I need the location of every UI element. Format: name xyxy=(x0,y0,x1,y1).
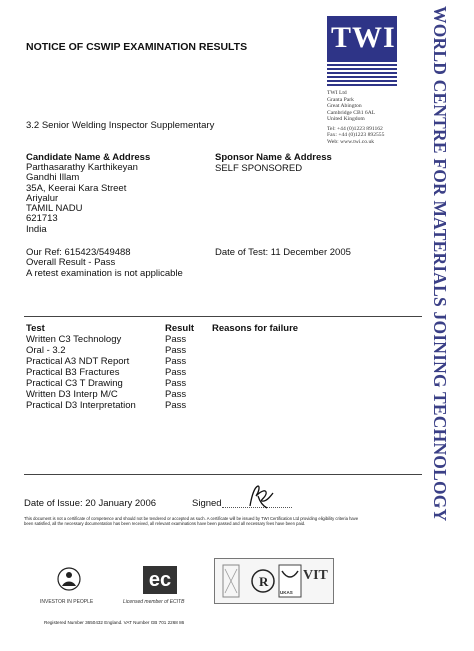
col-header-result: Result xyxy=(165,323,195,334)
address-line: Great Abington xyxy=(327,103,362,109)
candidate-line: India xyxy=(26,223,47,235)
exam-name: 3.2 Senior Welding Inspector Supplementary xyxy=(26,120,215,131)
ukas-label: UKAS xyxy=(280,590,293,595)
sponsor-name: SELF SPONSORED xyxy=(215,163,303,174)
col-header-reasons: Reasons for failure xyxy=(212,323,299,334)
ecitb-label: Licensed member of ECITB xyxy=(123,599,185,605)
twi-address xyxy=(327,90,384,145)
overall-result: Overall Result - Pass xyxy=(26,257,116,268)
address-line: Web: www.twi.co.uk xyxy=(327,138,375,145)
twi-logo xyxy=(327,16,397,60)
test-name: Written D3 Interp M/C xyxy=(26,389,118,400)
test-result: Pass xyxy=(165,367,187,378)
sponsor-heading: Sponsor Name & Address xyxy=(215,152,332,163)
retest-note: A retest examination is not applicable xyxy=(26,268,183,279)
candidate-line: 35A, Keerai Kara Street xyxy=(26,182,127,194)
test-name: Oral - 3.2 xyxy=(26,345,66,356)
svg-text:R: R xyxy=(259,574,269,589)
candidate-heading: Candidate Name & Address xyxy=(26,152,151,163)
signature xyxy=(222,484,297,510)
our-ref: Our Ref: 615423/549488 xyxy=(26,247,131,258)
side-slogan xyxy=(432,0,452,640)
test-result: Pass xyxy=(165,334,187,345)
candidate-line: Parthasarathy Karthikeyan xyxy=(26,162,138,173)
disclaimer-line: This document is not a certificate of competence and should not be tendered or accepted as such. A certificate will be issued by TWI Certification Ltd providing eligibility criteria have xyxy=(24,516,359,521)
address-line: TWI Ltd xyxy=(327,90,347,96)
address-line: United Kingdom xyxy=(327,116,365,122)
divider xyxy=(24,316,422,317)
test-result: Pass xyxy=(165,378,187,389)
address-line: Granta Park xyxy=(327,96,354,103)
candidate-address xyxy=(26,163,138,235)
signed-label: Signed xyxy=(192,498,222,509)
divider xyxy=(24,474,422,475)
candidate-line: 621713 xyxy=(26,213,58,225)
ec-logo-text: ec xyxy=(148,569,172,591)
ec-logo xyxy=(143,566,177,594)
twi-logo-text: TWI xyxy=(331,21,396,54)
twi-logo-stripes xyxy=(327,60,397,86)
iip-label: INVESTOR IN PEOPLE xyxy=(40,599,94,605)
registered-number: Registered Number 3650432 England. VAT Number GB 701 2268 86 xyxy=(44,620,185,625)
candidate-line: Gandhi Illam xyxy=(26,172,80,184)
address-line: Tel: +44 (0)1223 891162 xyxy=(327,125,383,132)
date-of-issue: Date of Issue: 20 January 2006 xyxy=(24,498,157,509)
test-name: Practical A3 NDT Report xyxy=(26,356,130,367)
candidate-line: TAMIL NADU xyxy=(26,203,83,215)
test-result: Pass xyxy=(165,345,187,356)
test-result: Pass xyxy=(165,356,187,367)
candidate-line: Ariyalur xyxy=(26,192,59,204)
vit-logo: VIT xyxy=(303,568,328,583)
test-name: Practical B3 Fractures xyxy=(26,367,120,378)
date-of-test: Date of Test: 11 December 2005 xyxy=(215,247,351,258)
disclaimer-line: been satisfied, all the necessary documentation has been received, all relevant examinations have been passed and all necessary fees have been paid. xyxy=(24,521,306,526)
page-title: NOTICE OF CSWIP EXAMINATION RESULTS xyxy=(26,41,248,53)
test-name: Practical C3 T Drawing xyxy=(26,378,123,389)
col-header-test: Test xyxy=(26,323,45,334)
side-slogan-text: WORLD CENTRE FOR MATERIALS JOINING TECHNOLOGY xyxy=(430,6,450,522)
disclaimer xyxy=(24,516,426,526)
test-result: Pass xyxy=(165,389,187,400)
address-line: Fax: +44 (0)1223 892555 xyxy=(327,132,385,138)
test-result: Pass xyxy=(165,400,187,411)
test-name: Written C3 Technology xyxy=(26,334,122,345)
test-name: Practical D3 Interpretation xyxy=(26,400,136,411)
investor-in-people-logo xyxy=(56,566,82,592)
address-line: Cambridge CB1 6AL xyxy=(327,109,376,116)
